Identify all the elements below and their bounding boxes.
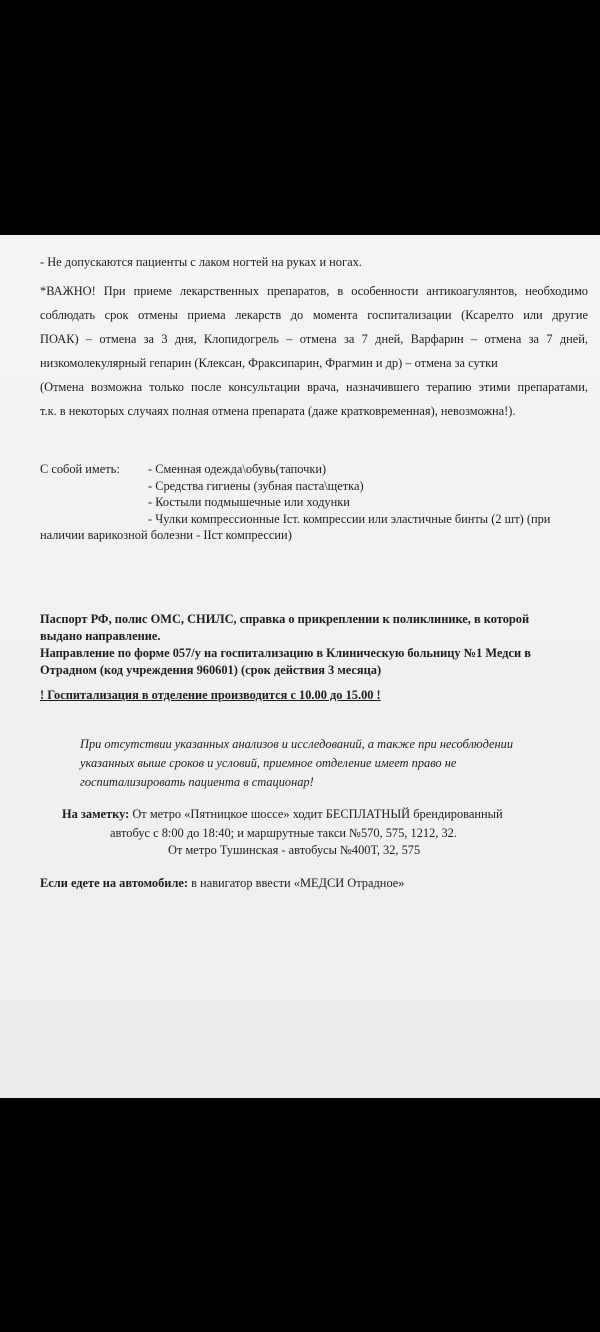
referral-line: Отрадном (код учреждения 960601) (срок действия 3 месяца)	[40, 663, 382, 677]
warning-line: указанных выше сроков и условий, приемное отделение имеет право не	[80, 756, 457, 770]
list-item: - Чулки компрессионные Iст. компрессии или эластичные бинты (2 шт) (при	[148, 511, 551, 526]
note-line	[62, 805, 503, 823]
car-text: в навигатор ввести «МЕДСИ Отрадное»	[188, 876, 405, 890]
warning-line: При отсутствии указанных анализов и исследований, а также при несоблюдении	[80, 737, 514, 751]
documents-line: Паспорт РФ, полис ОМС, СНИЛС, справка о прикреплении к поликлинике, в которой	[40, 612, 530, 626]
car-line	[40, 874, 404, 892]
admission-hours: ! Госпитализация в отделение производится с 10.00 до 15.00 !	[40, 688, 381, 702]
important-line: т.к. в некоторых случаях полная отмена препарата (даже кратковременная), невозможна!).	[40, 404, 516, 418]
list-item: - Костыли подмышечные или ходунки	[148, 495, 350, 509]
bring-continuation: наличии варикозной болезни - IIст компрессии)	[40, 528, 292, 542]
note-text: От метро «Пятницкое шоссе» ходит БЕСПЛАТНЫЙ брендированный	[129, 807, 503, 821]
important-line: *ВАЖНО! При приеме лекарственных препаратов, в особенности антикоагулянтов, необходимо	[40, 284, 588, 298]
referral-line: Направление по форме 057/у на госпитализацию в Клиническую больницу №1 Медси в	[40, 646, 531, 660]
important-line: соблюдать срок отмены приема лекарств до момента госпитализации (Ксарелто или другие	[40, 308, 588, 322]
important-line: ПОАК) – отмена за 3 дня, Клопидогрель – отмена за 7 дней, Варфарин – отмена за 7 дней,	[40, 332, 588, 346]
note-line: От метро Тушинская - автобусы №400Т, 32, 575	[168, 843, 421, 857]
nail-polish-rule: - Не допускаются пациенты с лаком ногтей на руках и ногах.	[40, 255, 362, 269]
important-paragraph	[40, 279, 588, 423]
car-label: Если едете на автомобиле:	[40, 876, 189, 890]
important-line: (Отмена возможна только после консультации врача, назначившего терапию этими препаратами,	[40, 380, 588, 394]
note-label: На заметку:	[62, 807, 130, 821]
list-item: - Сменная одежда\обувь(тапочки)	[148, 462, 327, 476]
bring-label: С собой иметь:	[40, 462, 120, 476]
warning-line: госпитализировать пациента в стационар!	[80, 775, 314, 789]
bring-list	[148, 461, 550, 527]
note-line: автобус с 8:00 до 18:40; и маршрутные такси №570, 575, 1212, 32.	[110, 826, 457, 840]
list-item: - Средства гигиены (зубная паста\щетка)	[148, 478, 364, 493]
documents-line: выдано направление.	[40, 629, 161, 643]
important-line: низкомолекулярный гепарин (Клексан, Фраксипарин, Фрагмин и др) – отмена за сутки	[40, 356, 498, 370]
document-page	[0, 235, 600, 1098]
